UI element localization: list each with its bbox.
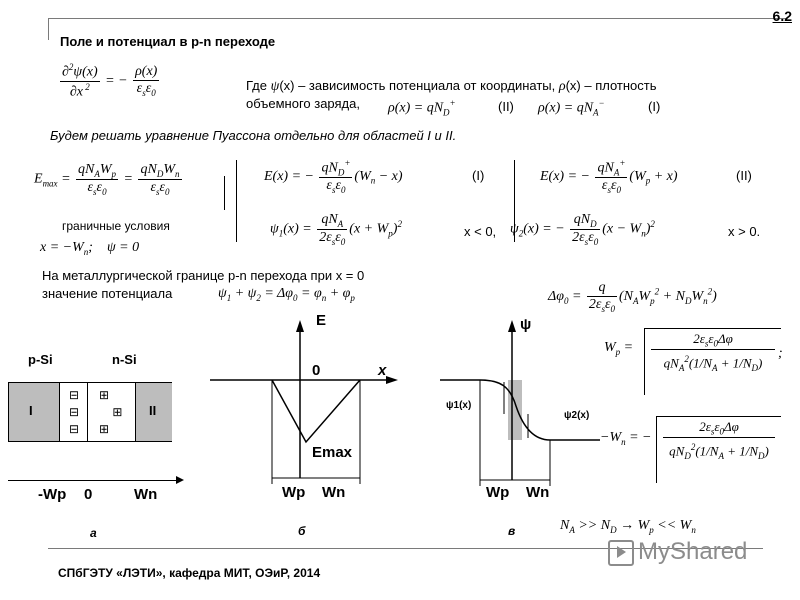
c-wp-label: Wp: [486, 484, 510, 501]
junction-box: [8, 382, 172, 442]
field-region-I-formula: E(x) = − $\frac{qN_D^+}{\varepsilon_s\varepsilon_0}$ $(W_n - x)$: [264, 158, 403, 196]
intro-line-1: Где ψ(x) – зависимость потенциала от координаты, ρ(x) – плотность: [246, 78, 657, 94]
psi2-formula: $\psi_2(x)$ = − $\frac{qN_D}{2\varepsilon_s\varepsilon_0}$ $(x - W_n)^2$: [510, 212, 655, 247]
psi1-label: ψ1(x): [446, 400, 472, 411]
field-region-II-tag: (II): [736, 168, 752, 183]
b-wp-label: Wp: [282, 484, 306, 501]
region-II-tag: (II): [498, 99, 514, 114]
rho-region-I-formula: $\rho(x) = qN_A^-$: [538, 98, 605, 118]
psi1-formula: $\psi_1(x)$ = $\frac{qN_A}{2\varepsilon_s\varepsilon_0}$ $(x + W_p)^2$: [270, 212, 402, 247]
e-label: E: [316, 312, 327, 329]
asymmetric-junction-formula: $N_A >> N_D \to W_p << W_n$: [560, 518, 696, 535]
caption-b: б: [298, 524, 306, 538]
n-si-label: n-Si: [112, 352, 137, 367]
zero-label: 0: [312, 362, 321, 379]
emax-label: Emax: [312, 444, 353, 461]
diagram-a: [8, 342, 208, 542]
region-I-tag: (I): [648, 99, 661, 114]
b-wn-label: Wn: [322, 484, 346, 501]
region-i-label: I: [29, 403, 33, 418]
slide-frame-top: [48, 18, 786, 19]
metallurgical-line-2: значение потенциала: [42, 286, 173, 301]
potential-sum-formula: $\psi_1 + \psi_2 = \Delta\varphi_0 = \varphi_n + \varphi_p$: [218, 286, 355, 303]
axis-a: [8, 480, 178, 481]
axis-wp-label: -Wp: [38, 486, 67, 503]
poisson-equation: $\frac{\partial^2\psi(x)}{\partial x ^2}$ = − $\frac{\rho(x)}{\varepsilon_s\varepsilon_0}$: [62, 62, 158, 100]
slide-title: Поле и потенциал в p-n переходе: [60, 34, 276, 49]
boundary-conditions-label: граничные условия: [62, 219, 170, 233]
wn-sqrt: $2\varepsilon_s\varepsilon_0\Delta\varphi$ $qN_D^2(1/N_A + 1/N_D)$: [656, 416, 781, 483]
negative-charges: ⊟ ⊟ ⊟: [69, 388, 80, 436]
field-region-I-tag: (I): [472, 168, 485, 183]
condition-positive: x > 0.: [728, 224, 761, 239]
wp-formula: $W_p$ =: [604, 340, 634, 357]
boundary-condition-formula: $x = -W_n$; ψ = 0: [40, 240, 140, 257]
axis-zero-label: 0: [84, 486, 93, 503]
psi2-label: ψ2(x): [564, 410, 590, 421]
region-ii-label: II: [149, 403, 157, 418]
wn-formula: $-W_n$ = −: [600, 430, 652, 447]
rho-region-II-formula: $\rho(x) = qN_D^+$: [388, 98, 456, 118]
watermark: MyShared: [608, 538, 747, 566]
c-wn-label: Wn: [526, 484, 550, 501]
divider-1: [224, 176, 225, 210]
footer: СПбГЭТУ «ЛЭТИ», кафедра МИТ, ОЭиР, 2014: [58, 566, 321, 580]
caption-c: в: [508, 524, 516, 538]
positive-charges: ⊞ ⊞ ⊞: [99, 388, 123, 436]
slide-frame-left: [48, 18, 49, 40]
p-si-label: p-Si: [28, 352, 53, 367]
wp-sqrt: $2\varepsilon_s\varepsilon_0\Delta\varphi$ $qN_A^2(1/N_A + 1/N_D)$: [644, 328, 781, 395]
x-label: x: [378, 362, 387, 379]
condition-negative: x < 0,: [464, 224, 497, 239]
psi-label: ψ: [520, 316, 532, 333]
emax-formula: $E_{max}$ = $\frac{qN_AW_p}{\varepsilon_s\varepsilon_0}$ = $\frac{qN_DW_n}{\varepsilon_s\varepsilon_0}$: [34, 162, 180, 197]
region-i-fill: [9, 383, 60, 441]
play-icon: [608, 540, 634, 566]
intro-line-2: объемного заряда,: [246, 96, 360, 111]
diagram-c: [440, 318, 600, 528]
field-region-II-formula: E(x) = − $\frac{qN_A^+}{\varepsilon_s\varepsilon_0}$ $(W_p + x)$: [540, 158, 678, 196]
metallurgical-line-1: На металлургической границе p-n перехода при x = 0: [42, 268, 365, 283]
delta-phi-formula: $\Delta\varphi_0$ = $\frac{q}{2\varepsilon_s\varepsilon_0}$ $(N_AW_p^2 + N_DW_n^2)$: [548, 280, 717, 314]
divider-2: [236, 160, 237, 242]
slide-number[interactable]: 6.2: [772, 8, 792, 24]
axis-wn-label: Wn: [134, 486, 158, 503]
caption-a: а: [90, 526, 97, 540]
field-profile: [272, 380, 360, 442]
statement: Будем решать уравнение Пуассона отдельно для областей I и II.: [50, 128, 457, 143]
